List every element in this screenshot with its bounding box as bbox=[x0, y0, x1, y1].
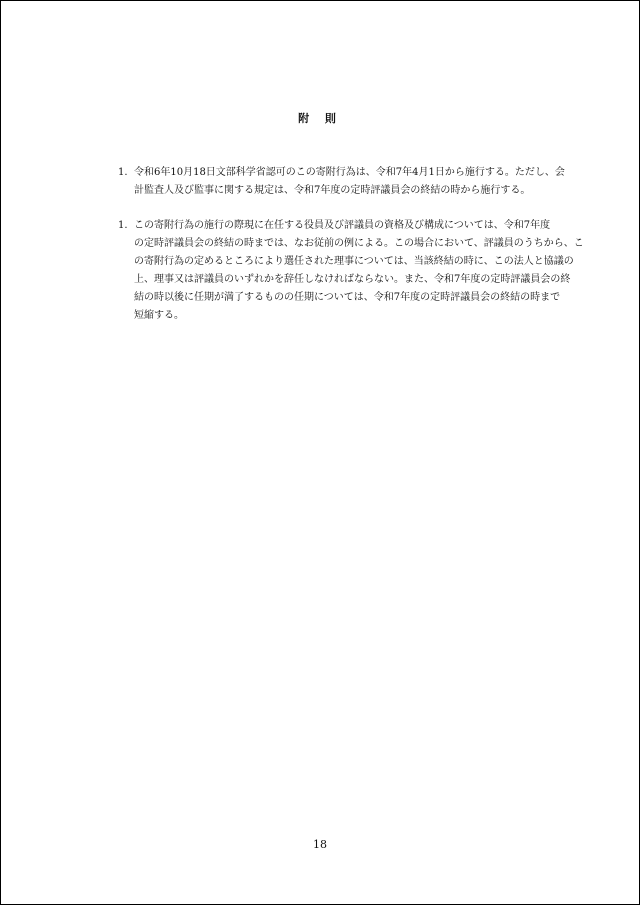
article-number: 1. bbox=[118, 220, 128, 231]
article-number: 1. bbox=[118, 167, 128, 178]
article-line: 短縮する。 bbox=[134, 310, 184, 321]
article-line: この寄附行為の施行の際現に在任する役員及び評議員の資格及び構成については、令和7年度 bbox=[134, 220, 551, 231]
section-heading: 附 則 bbox=[298, 112, 342, 125]
article-line: 上、理事又は評議員のいずれかを辞任しなければならない。また、令和7年度の定時評議員会の終 bbox=[134, 274, 571, 285]
article-line: の定時評議員会の終結の時までは、なお従前の例による。この場合において、評議員のうちから、こ bbox=[134, 238, 584, 249]
article-line: 令和6年10月18日文部科学省認可のこの寄附行為は、令和7年4月1日から施行する。ただし、会 bbox=[134, 167, 565, 178]
article-line: 結の時以後に任期が満了するものの任期については、令和7年度の定時評議員会の終結の時まで bbox=[134, 292, 561, 303]
page-number: 18 bbox=[313, 838, 327, 851]
article-line: 計監査人及び監事に関する規定は、令和7年度の定時評議員会の終結の時から施行する。 bbox=[134, 185, 531, 196]
article-2 bbox=[118, 217, 584, 325]
article-1 bbox=[118, 164, 565, 200]
article-line: の寄附行為の定めるところにより選任された理事については、当該終結の時に、この法人と協議の bbox=[134, 256, 574, 267]
